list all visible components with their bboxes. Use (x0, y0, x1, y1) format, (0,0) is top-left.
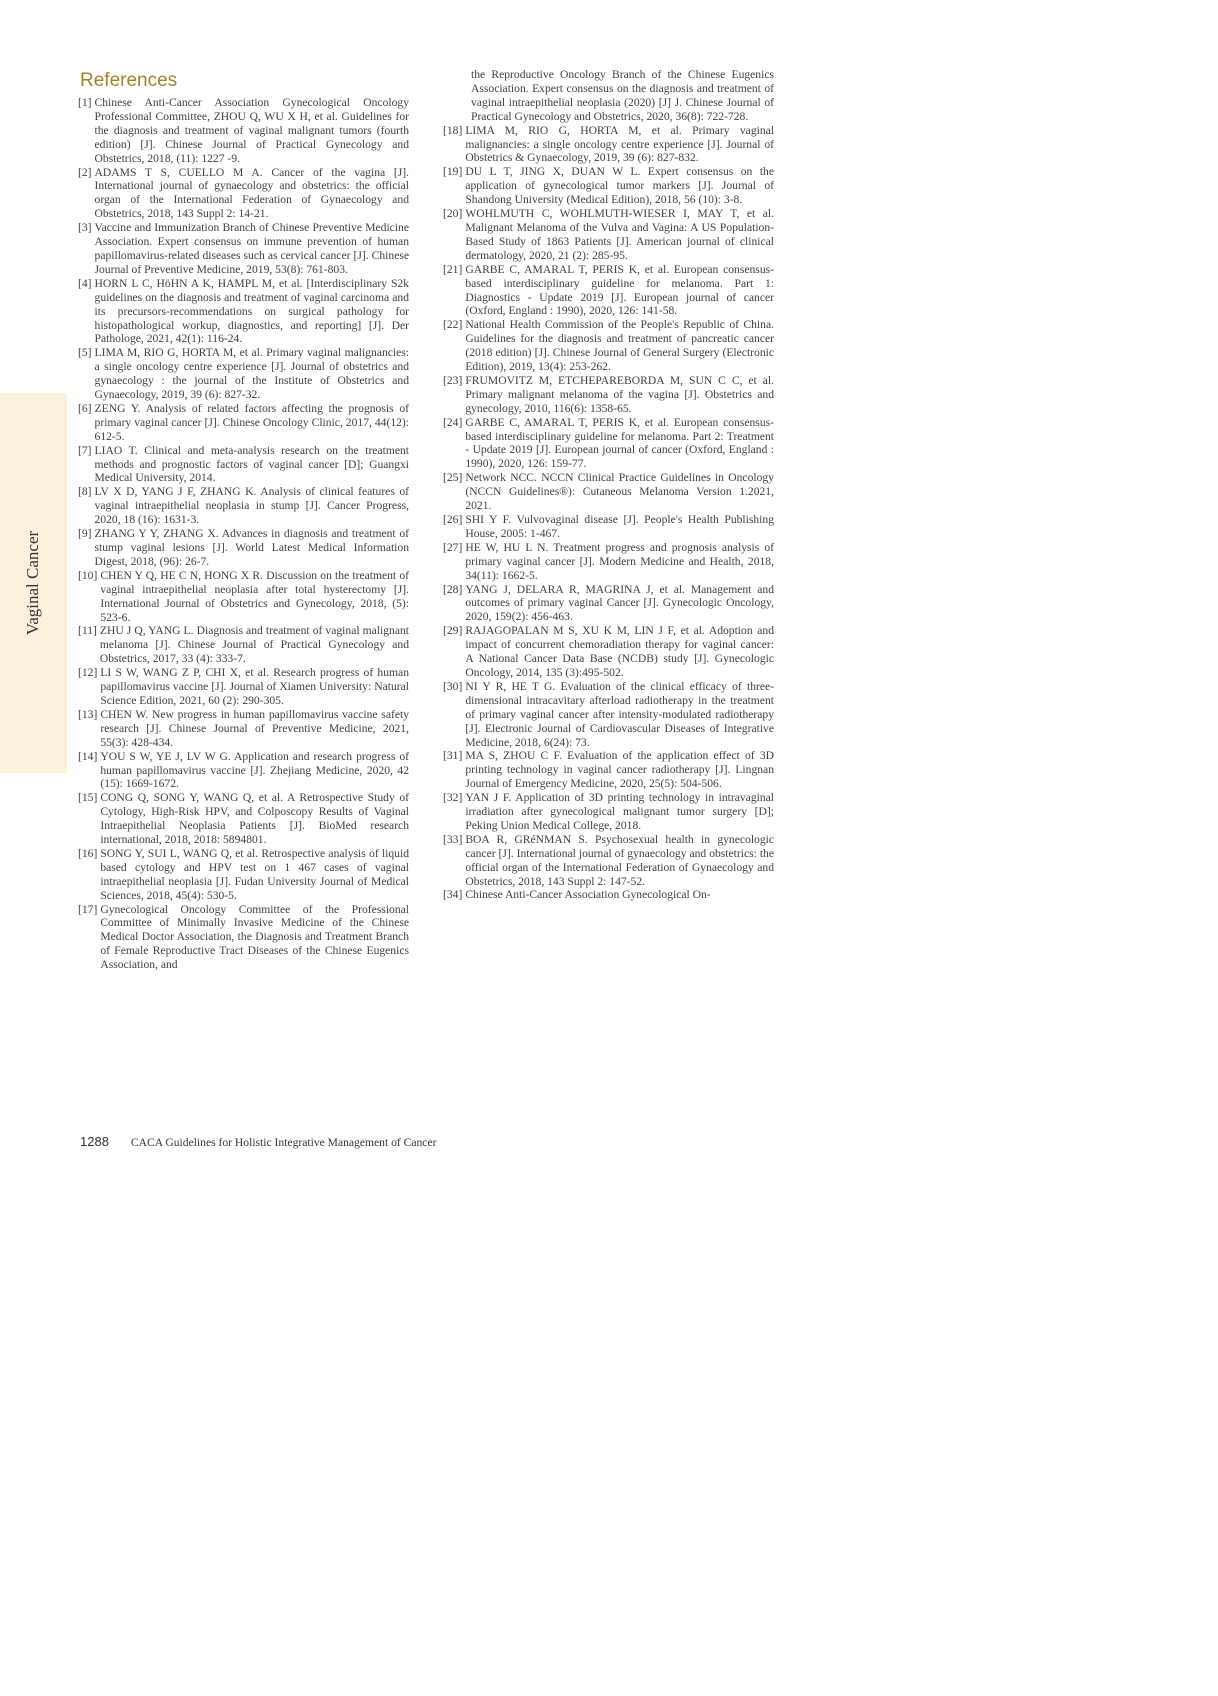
reference-text: National Health Commission of the People's Republic of China. Guidelines for the diagnosis and treatment of pancreatic cancer (2018 edition) [J]. Chinese Journal of General Surgery (Electronic Edition), 2019, 13(4): 253-262. (465, 318, 774, 374)
reference-number: [17] (78, 902, 98, 916)
reference-text: YAN J F. Application of 3D printing technology in intravaginal irradiation after gynecological malignant tumor surgery [D]; Peking Union Medical College, 2018. (465, 791, 774, 832)
reference-item (443, 833, 774, 889)
reference-number: [25] (443, 471, 463, 485)
reference-number: [33] (443, 832, 463, 846)
reference-number: [24] (443, 415, 463, 429)
reference-text: LI S W, WANG Z P, CHI X, et al. Research progress of human papillomavirus vaccine [J]. Journal of Xiamen University: Natural Science Edition, 2021, 60 (2): 290-305. (100, 666, 409, 707)
reference-text: RAJAGOPALAN M S, XU K M, LIN J F, et al. Adoption and impact of concurrent chemoradiation therapy for vaginal cancer: A National Cancer Data Base (NCDB) study [J]. Gynecologic Oncology, 2014, 135 (3):495-502. (465, 624, 774, 679)
reference-number: [13] (78, 707, 98, 721)
reference-text: Vaccine and Immunization Branch of Chinese Preventive Medicine Association. Expert consensus on immune prevention of human papillomavirus-related diseases such as cervical cancer [J]. Chinese Journal of Preventive Medicine, 2019, 53(8): 761-803. (94, 221, 409, 276)
reference-text: SHI Y F. Vulvovaginal disease [J]. People's Health Publishing House, 2005: 1-467. (465, 513, 774, 540)
reference-text: YANG J, DELARA R, MAGRINA J, et al. Management and outcomes of primary vaginal Cancer [J]. Gynecologic Oncology, 2020, 159(2): 456-463. (465, 582, 774, 624)
reference-item (443, 68, 774, 124)
reference-item (443, 583, 774, 625)
reference-text: DU L T, JING X, DUAN W L. Expert consensus on the application of gynecological tumor markers [J]. Journal of Shandong University (Medical Edition), 2018, 56 (10): 3-8. (465, 165, 774, 207)
reference-text: Chinese Anti-Cancer Association Gynecological Oncology Professional Committee, ZHOU Q, WU X H, et al. Guidelines for the diagnosis and treatment of vaginal malignant tumors (fourth edition) [J]. Chinese Journal of Practical Gynecology and Obstetrics, 2018, (11): 1227 -9. (94, 96, 409, 165)
reference-number: [32] (443, 791, 463, 805)
reference-item (78, 277, 409, 347)
reference-item (443, 416, 774, 472)
reference-item (78, 666, 409, 708)
reference-number: [14] (78, 749, 98, 763)
reference-item (443, 207, 774, 263)
reference-text: WOHLMUTH C, WOHLMUTH-WIESER I, MAY T, et al. Malignant Melanoma of the Vulva and Vagina: A US Population-Based Study of 1863 Patients [J]. American journal of clinical dermatology, 2020, 21 (2): 285-95. (465, 207, 774, 262)
footer-title: CACA Guidelines for Holistic Integrative Management of Cancer (130, 1136, 437, 1149)
reference-item (443, 791, 774, 833)
reference-number: [26] (443, 513, 463, 526)
reference-text: GARBE C, AMARAL T, PERIS K, et al. European consensus-based interdisciplinary guideline for melanoma. Part 1: Diagnostics - Update 2019 [J]. European journal of cancer (Oxford, England : 1990), 2020, 126: 141-58. (465, 262, 774, 318)
reference-item (443, 124, 774, 166)
reference-text: NI Y R, HE T G. Evaluation of the clinical efficacy of three-dimensional intracavitary afterload radiotherapy in the treatment of primary vaginal cancer after intensity-modulated radiotherapy [J]. Electronic Journal of Cardiovascular Diseases of Integrative Medicine, 2018, 6(24): 73. (465, 679, 774, 749)
reference-number: [9] (78, 527, 92, 541)
reference-number: [29] (443, 624, 463, 638)
reference-number: [11] (78, 624, 97, 638)
reference-number: [3] (78, 221, 92, 235)
reference-text: YOU S W, YE J, LV W G. Application and research progress of human papillomavirus vaccine [J]. Zhejiang Medicine, 2020, 42 (15): 1669-1672. (100, 749, 409, 791)
reference-item (78, 847, 409, 903)
reference-text: ADAMS T S, CUELLO M A. Cancer of the vagina [J]. International journal of gynaecology and obstetrics: the official organ of the International Federation of Gynaecology and Obstetrics, 2018, 143 Suppl 2: 14-21. (94, 165, 409, 221)
reference-number: [16] (78, 846, 98, 860)
reference-item (443, 888, 774, 902)
reference-text: Network NCC. NCCN Clinical Practice Guidelines in Oncology (NCCN Guidelines®): Cutaneous Melanoma Version 1.2021, 2021. (465, 471, 774, 513)
reference-item (78, 708, 409, 750)
reference-text: ZENG Y. Analysis of related factors affecting the prognosis of primary vaginal cancer [J]. Chinese Oncology Clinic, 2017, 44(12): 612-5. (94, 401, 409, 443)
reference-item (443, 165, 774, 207)
reference-item (443, 263, 774, 319)
reference-item (78, 444, 409, 486)
reference-number: [22] (443, 318, 463, 332)
reference-item (78, 402, 409, 444)
reference-item (78, 903, 409, 973)
reference-number: [6] (78, 401, 92, 415)
reference-number: [2] (78, 165, 92, 179)
reference-item (78, 624, 409, 666)
reference-text: HE W, HU L N. Treatment progress and prognosis analysis of primary vaginal cancer [J]. Modern Medicine and Health, 2018, 34(11): 1662-5. (465, 540, 774, 582)
reference-number: [1] (78, 96, 92, 109)
reference-item (443, 624, 774, 680)
page-footer (80, 1134, 436, 1149)
reference-text: Chinese Anti-Cancer Association Gynecological On- (465, 888, 711, 902)
page-number: 1288 (80, 1134, 109, 1149)
reference-text: SONG Y, SUI L, WANG Q, et al. Retrospective analysis of liquid based cytology and HPV test on 1 467 cases of vaginal intraepithelial neoplasia [J]. Fudan University Journal of Medical Sciences, 2018, 45(4): 530-5. (100, 846, 409, 902)
reference-text: LIMA M, RIO G, HORTA M, et al. Primary vaginal malignancies: a single oncology centre experience [J]. Journal of obstetrics and gynaecology : the journal of the Institute of Obstetrics and Gynaecology, 2019, 39 (6): 827-32. (94, 346, 409, 402)
reference-number: [12] (78, 666, 98, 680)
reference-text: LIMA M, RIO G, HORTA M, et al. Primary vaginal malignancies: a single oncology centre experience [J]. Journal of Obstetrics & Gynaecology, 2019, 39 (6): 827-832. (465, 123, 774, 165)
side-tab (0, 393, 67, 773)
reference-number: [4] (78, 276, 92, 290)
reference-number: [15] (78, 791, 98, 805)
reference-text: Gynecological Oncology Committee of the Professional Committee of Minimally Invasive Medicine of the Chinese Medical Doctor Association, the Diagnosis and Treatment Branch of Female Reproductive Tract Diseases of the Chinese Eugenics Association, and (100, 902, 409, 972)
side-tab-label-wrap (0, 393, 67, 773)
reference-item (443, 680, 774, 750)
reference-item (78, 527, 409, 569)
reference-item (443, 318, 774, 374)
reference-number: [31] (443, 749, 463, 763)
reference-number: [18] (443, 123, 463, 137)
reference-item (78, 485, 409, 527)
references-heading: References (80, 70, 178, 91)
reference-number: [20] (443, 207, 463, 221)
reference-item (78, 96, 409, 166)
reference-item (443, 374, 774, 416)
reference-item (78, 221, 409, 277)
reference-text: HORN L C, HöHN A K, HAMPL M, et al. [Interdisciplinary S2k guidelines on the diagnosis and treatment of vaginal carcinoma and its precursors-recommendations on surgical pathology for histopathological workup, diagnostics, and reporting] [J]. Der Pathologe, 2021, 42(1): 116-24. (94, 276, 409, 346)
reference-text: LV X D, YANG J F, ZHANG K. Analysis of clinical features of vaginal intraepithelial neoplasia in stump [J]. Cancer Progress, 2020, 18 (16): 1631-3. (94, 485, 409, 527)
reference-number: [23] (443, 373, 463, 387)
reference-text: CONG Q, SONG Y, WANG Q, et al. A Retrospective Study of Cytology, High-Risk HPV, and Colposcopy Results of Vaginal Intraepithelial Neoplasia Patients [J]. BioMed research international, 2018, 2018: 5894801. (100, 791, 409, 847)
reference-number: [10] (78, 568, 98, 582)
references-column-left (78, 96, 409, 972)
reference-text: FRUMOVITZ M, ETCHEPAREBORDA M, SUN C C, et al. Primary malignant melanoma of the vagina [J]. Obstetrics and gynecology, 2010, 116(6): 1358-65. (465, 373, 774, 415)
reference-text: MA S, ZHOU C F. Evaluation of the application effect of 3D printing technology in vaginal cancer radiotherapy [J]. Lingnan Journal of Emergency Medicine, 2020, 25(5): 504-506. (465, 749, 774, 791)
reference-number: [28] (443, 582, 463, 596)
reference-number: [5] (78, 346, 92, 360)
reference-text: BOA R, GRéNMAN S. Psychosexual health in gynecologic cancer [J]. International journal of gynaecology and obstetrics: the official organ of the International Federation of Gynaecology and Obstetrics, 2018, 143 Suppl 2: 147-52. (465, 832, 774, 888)
reference-item (443, 471, 774, 513)
reference-item (78, 569, 409, 625)
reference-number: [34] (443, 888, 463, 902)
reference-number: [21] (443, 262, 463, 276)
reference-text: CHEN Y Q, HE C N, HONG X R. Discussion on the treatment of vaginal intraepithelial neoplasia after total hysterectomy [J]. International Journal of Obstetrics and Gynecology, 2018, (5): 523-6. (100, 568, 409, 624)
reference-item (78, 346, 409, 402)
reference-number: [19] (443, 165, 463, 179)
reference-number: [8] (78, 485, 92, 499)
reference-number: [7] (78, 443, 92, 457)
reference-text: GARBE C, AMARAL T, PERIS K, et al. European consensus-based interdisciplinary guideline for melanoma. Part 2: Treatment - Update 2019 [J]. European journal of cancer (Oxford, England : 1990), 2020, 126: 159-77. (465, 415, 774, 471)
reference-item (443, 541, 774, 583)
reference-text: CHEN W. New progress in human papillomavirus vaccine safety research [J]. Chinese Journal of Preventive Medicine, 2021, 55(3): 428-434. (100, 707, 409, 749)
reference-number: [27] (443, 540, 463, 554)
references-column-right (443, 68, 774, 902)
reference-text: the Reproductive Oncology Branch of the Chinese Eugenics Association. Expert consensus on the diagnosis and treatment of vaginal intraepithelial neoplasia (2020) [J] J. Chinese Journal of Practical Gynecology and Obstetrics, 2020, 36(8): 722-728. (471, 68, 774, 123)
reference-item (443, 513, 774, 541)
reference-number: [30] (443, 679, 463, 693)
reference-item (78, 791, 409, 847)
reference-item (78, 166, 409, 222)
reference-item (78, 750, 409, 792)
reference-text: ZHANG Y Y, ZHANG X. Advances in diagnosis and treatment of stump vaginal lesions [J]. World Latest Medical Information Digest, 2018, (96): 26-7. (94, 527, 409, 568)
reference-text: ZHU J Q, YANG L. Diagnosis and treatment of vaginal malignant melanoma [J]. Chinese Journal of Practical Gynecology and Obstetrics, 2017, 33 (4): 333-7. (99, 624, 409, 666)
reference-text: LIAO T. Clinical and meta-analysis research on the treatment methods and prognostic factors of vaginal cancer [D]; Guangxi Medical University, 2014. (94, 443, 409, 485)
reference-item (443, 749, 774, 791)
side-tab-label: Vaginal Cancer (23, 530, 43, 636)
